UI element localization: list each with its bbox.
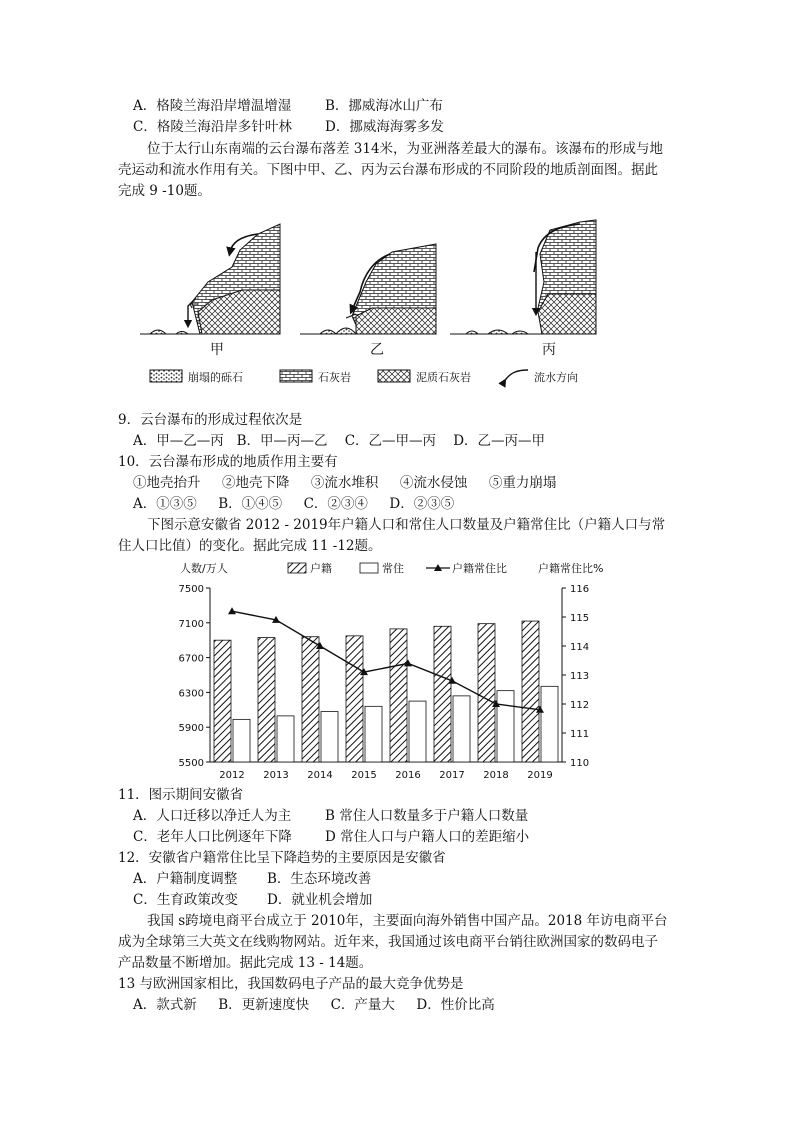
x-tick-label: 2018 [483,770,509,781]
y-tick-label-right: 116 [570,584,590,595]
q11-options-row1 [133,807,528,825]
bar-changzhu [541,686,558,762]
y-tick-label-right: 110 [570,758,590,769]
q11-option-d: D 常住人口与户籍人口的差距缩小 [325,829,530,845]
q10-items: ①地壳抬升 ②地壳下降 ③流水堆积 ④流水侵蚀 ⑤重力崩塌 [133,475,557,491]
q11-option-c: C．老年人口比例逐年下降 [133,829,292,845]
q12-option-b: B．生态环境改善 [267,871,372,887]
x-tick-label: 2016 [395,770,421,781]
q12-stem: 12．安徽省户籍常住比呈下降趋势的主要原因是安徽省 [118,850,446,866]
y-tick-label-right: 111 [570,729,590,740]
stage-label-bing: 丙 [542,342,556,358]
legend-swatch-limestone [280,370,312,382]
geologic-profile-figure [140,212,600,402]
q12-options-row1 [133,870,371,888]
q10-stem: 10．云台瀑布形成的地质作用主要有 [118,454,338,470]
q10-options: A．①③⑤ B．①④⑤ C．②③④ D．②③⑤ [133,496,455,512]
bar-huji [346,636,363,762]
q11-option-b: B 常住人口数量多于户籍人口数量 [325,808,529,824]
x-tick-label: 2014 [307,770,333,781]
intro-9-10-line3: 完成 9 -10题。 [118,183,211,199]
intro-9-10-line1: 位于太行山东南端的云台瀑布落差 314米，为亚洲落差最大的瀑布。该瀑布的形成与地 [147,141,664,157]
ratio-point [228,607,236,614]
legend-swatch-rubble [150,370,182,382]
legend-flow-arrow [504,370,528,382]
chart-ylabel-left: 人数/万人 [180,562,228,575]
bar-changzhu [365,706,382,762]
bar-changzhu [453,696,470,762]
y-tick-label-left: 6700 [178,653,204,665]
y-tick-label-right: 112 [570,700,590,711]
q12-options-row2 [133,891,372,909]
intro-13-14-line2: 成为全球第三大英文在线购物网站。近年来，我国通过该电商平台销往欧洲国家的数码电子 [118,934,658,950]
x-tick-label: 2015 [351,770,377,781]
bar-changzhu [233,719,250,762]
x-tick-label: 2017 [439,770,465,781]
intro-13-14-line1: 我国 s跨境电商平台成立于 2010年，主要面向海外销售中国产品。2018 年访电商平台 [147,913,668,929]
profile-bing [450,220,596,334]
q11-stem: 11．图示期间安徽省 [118,787,244,803]
bar-changzhu [321,712,338,762]
bar-changzhu [409,701,426,762]
legend-label-marl: 泥质石灰岩 [416,371,471,384]
legend-label-flow: 流水方向 [534,371,578,384]
intro-13-14-line3: 产品数量不断增加。据此完成 13 - 14题。 [118,955,373,971]
stage-label-jia: 甲 [210,342,224,358]
bar-changzhu [497,691,514,762]
profile-jia [140,224,280,334]
bar-huji [434,626,451,762]
y-tick-label-left: 7500 [178,584,204,595]
q8-option-a: A．格陵兰海沿岸增温增湿 [133,98,292,114]
bar-huji [478,624,495,762]
q11-options-row2 [133,828,529,846]
q8-options-row1 [133,97,443,115]
q8-options-row2 [133,118,444,136]
q13-options: A．款式新 B．更新速度快 C．产量大 D．性价比高 [133,997,495,1013]
legend-swatch-huji [288,563,306,573]
legend-label-huji: 户籍 [310,562,332,575]
q8-option-b: B．挪威海冰山广布 [325,98,443,114]
y-tick-label-left: 5900 [178,723,204,735]
y-tick-label-right: 114 [570,642,590,653]
intro-11-12-line1: 下图示意安徽省 2012 - 2019年户籍人口和常住人口数量及户籍常住比（户籍人口与常 [147,517,666,533]
q11-option-a: A．人口迁移以净迁人为主 [133,808,292,824]
bar-changzhu [277,716,294,762]
legend-swatch-changzhu [360,563,378,573]
y-tick-label-right: 115 [570,613,590,624]
intro-11-12-line2: 住人口比值）的变化。据此完成 11 -12题。 [118,538,382,554]
x-tick-label: 2019 [527,770,553,781]
bar-huji [258,638,275,762]
y-tick-label-left: 6300 [178,688,204,700]
q13-stem: 13 与欧洲国家相比，我国数码电子产品的最大竞争优势是 [118,976,464,992]
q12-option-d: D．就业机会增加 [267,892,373,908]
bar-huji [522,621,539,762]
q8-option-d: D．挪威海海雾多发 [325,119,444,135]
profile-yi [300,244,436,334]
intro-9-10-line2: 壳运动和流水作用有关。下图中甲、乙、丙为云台瀑布形成的不同阶段的地质剖面图。据此 [118,162,658,178]
y-tick-label-right: 113 [570,671,590,682]
q9-options: A．甲—乙—丙 B．甲—丙—乙 C．乙—甲—丙 D．乙—丙—甲 [133,433,546,449]
bar-huji [390,629,407,762]
legend-swatch-marl [378,370,410,382]
population-chart [170,558,620,784]
legend-label-rubble: 崩塌的砾石 [188,371,243,384]
legend-label-ratio: 户籍常住比 [452,562,507,575]
q12-option-c: C．生育政策改变 [133,892,238,908]
bar-huji [214,640,231,762]
legend-label-changzhu: 常住 [382,562,404,575]
y-tick-label-left: 5500 [178,758,204,769]
x-tick-label: 2013 [263,770,289,781]
bar-huji [302,637,319,762]
stage-label-yi: 乙 [370,342,384,358]
x-tick-label: 2012 [219,770,245,781]
y-tick-label-left: 7100 [178,618,204,630]
legend-label-limestone: 石灰岩 [318,371,351,384]
q9-stem: 9．云台瀑布的形成过程依次是 [118,412,303,428]
chart-ylabel-right: 户籍常住比% [538,562,604,575]
q12-option-a: A．户籍制度调整 [133,871,238,887]
q8-option-c: C．格陵兰海沿岸多针叶林 [133,119,292,135]
